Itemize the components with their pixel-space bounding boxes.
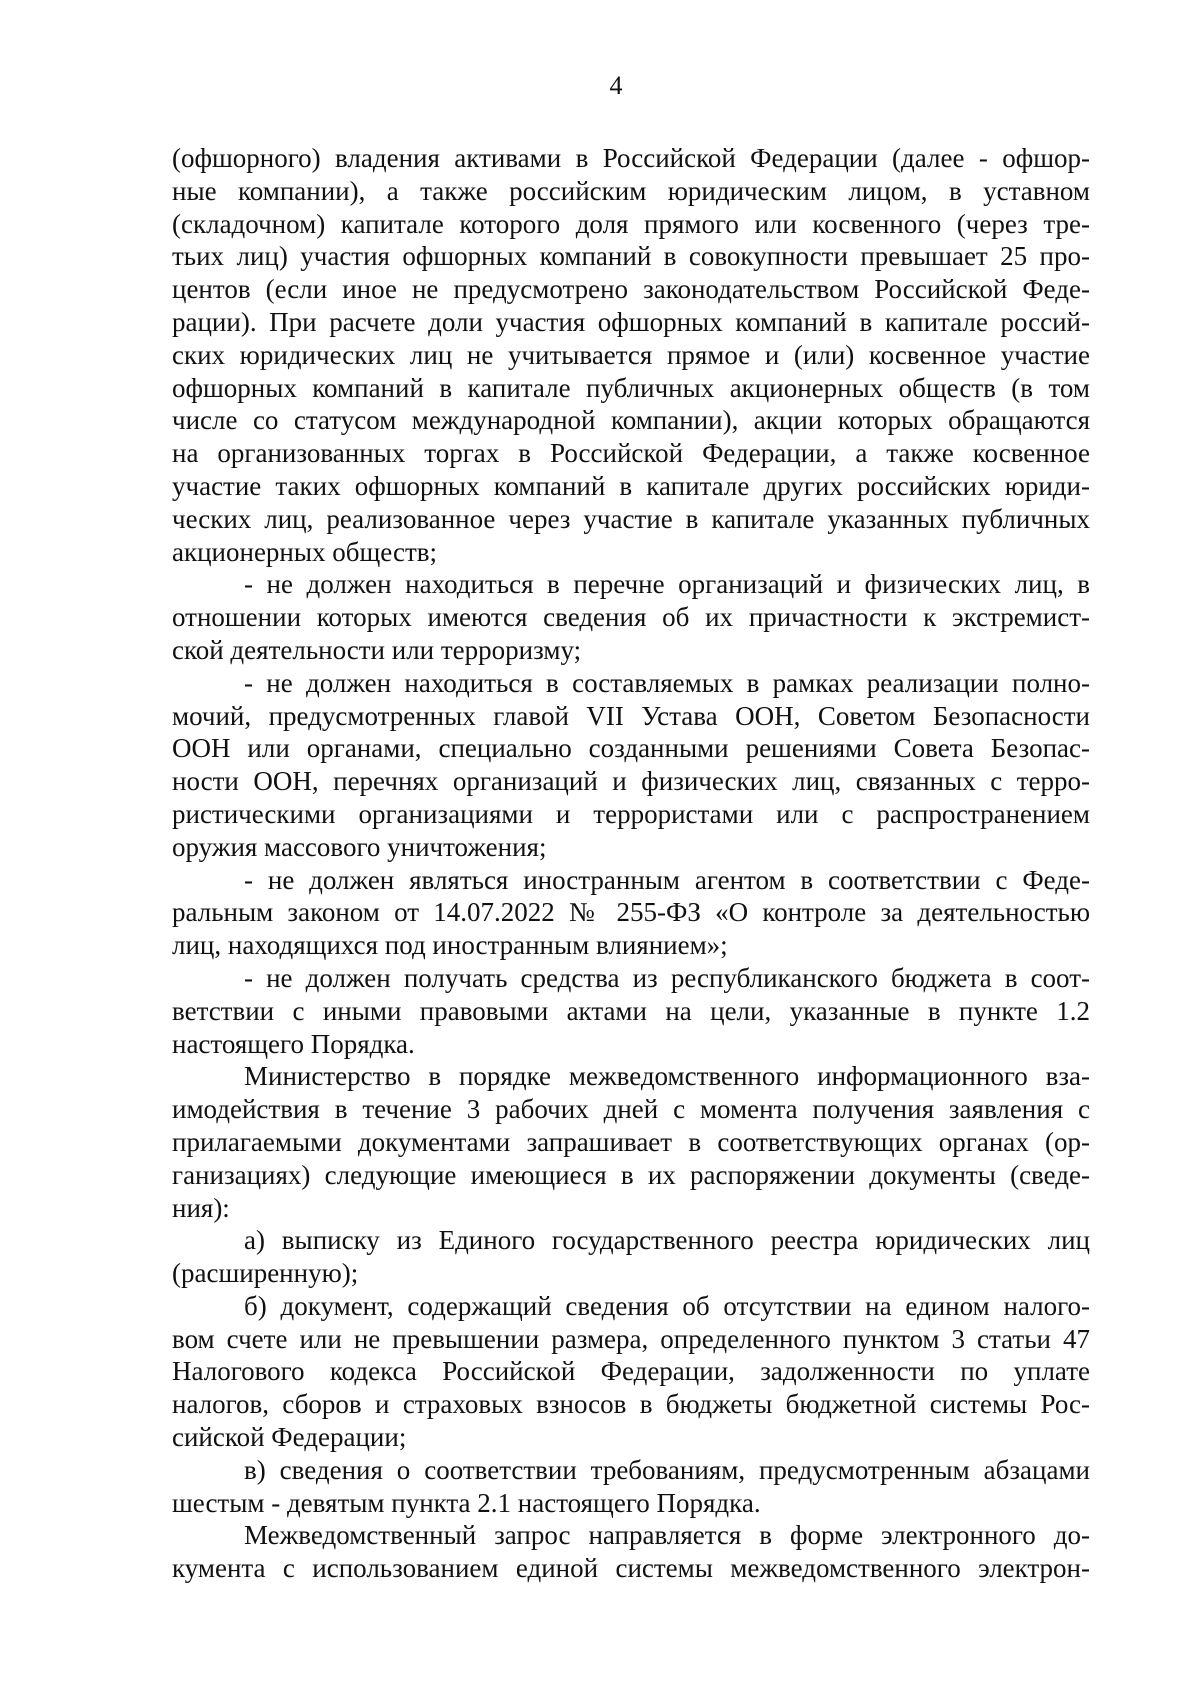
text-line: офшорных компаний в капитале публичных акционерных обществ (в том xyxy=(172,372,1090,403)
text-line: ООН или органами, специально созданными решениями Совета Безопас- xyxy=(172,733,1090,764)
paragraph xyxy=(172,568,1090,666)
text-line: центов (если иное не предусмотрено законодательством Российской Феде- xyxy=(172,274,1090,305)
text-line: мочий, предусмотренных главой VII Устава ООН, Советом Безопасности xyxy=(172,700,1090,731)
text-line: отношении которых имеются сведения об их причастности к экстремист- xyxy=(172,602,1090,633)
text-line: Министерство в порядке межведомственного информационного вза- xyxy=(244,1061,1090,1092)
paragraph xyxy=(172,962,1090,1060)
text-line: (складочном) капитале которого доля прямого или косвенного (через тре- xyxy=(172,208,1090,239)
text-line: рации). При расчете доли участия офшорных компаний в капитале россий- xyxy=(172,306,1090,337)
text-line: налогов, сборов и страховых взносов в бюджеты бюджетной системы Рос- xyxy=(172,1389,1090,1420)
text-line: тьих лиц) участия офшорных компаний в совокупности превышает 25 про- xyxy=(172,241,1090,272)
text-line: ные компании), а также российским юридическим лицом, в уставном xyxy=(172,175,1090,206)
text-line: вом счете или не превышении размера, определенного пунктом 3 статьи 47 xyxy=(172,1323,1090,1354)
text-line: на организованных торгах в Российской Федерации, а также косвенное xyxy=(172,438,1090,469)
text-line: имодействия в течение 3 рабочих дней с момента получения заявления с xyxy=(172,1094,1090,1125)
text-line: ганизациях) следующие имеющиеся в их распоряжении документы (сведе- xyxy=(172,1159,1090,1190)
text-line: а) выписку из Единого государственного реестра юридических лиц xyxy=(244,1225,1090,1256)
text-line: ветствии с иными правовыми актами на цели, указанные в пункте 1.2 xyxy=(172,995,1090,1026)
paragraph xyxy=(172,667,1090,864)
text-line: оружия массового уничтожения; xyxy=(172,831,547,862)
text-line: кумента с использованием единой системы межведомственного электрон- xyxy=(172,1553,1090,1584)
text-line: б) документ, содержащий сведения об отсутствии на едином налого- xyxy=(244,1290,1090,1321)
text-line: - не должен получать средства из республиканского бюджета в соот- xyxy=(244,962,1090,993)
text-line: лиц, находящихся под иностранным влиянием»; xyxy=(172,930,728,961)
page-number: 4 xyxy=(609,71,623,100)
paragraph xyxy=(172,1060,1090,1224)
text-line: - не должен находиться в перечне организаций и физических лиц, в xyxy=(244,569,1090,600)
paragraph xyxy=(172,1454,1090,1520)
text-line: настоящего Порядка. xyxy=(172,1028,415,1059)
paragraph xyxy=(172,1290,1090,1454)
text-line: ния): xyxy=(172,1192,230,1223)
text-line: - не должен являться иностранным агентом в соответствии с Феде- xyxy=(244,864,1090,895)
text-line: ческих лиц, реализованное через участие в капитале указанных публичных xyxy=(172,503,1090,534)
text-line: в) сведения о соответствии требованиям, предусмотренным абзацами xyxy=(244,1454,1090,1485)
text-line: Налогового кодекса Российской Федерации, задолженности по уплате xyxy=(172,1356,1090,1387)
text-line: числе со статусом международной компании), акции которых обращаются xyxy=(172,405,1090,436)
document-body xyxy=(172,142,1090,1585)
text-line: ской деятельности или терроризму; xyxy=(172,634,582,665)
text-line: ности ООН, перечнях организаций и физических лиц, связанных с терро- xyxy=(172,766,1090,797)
text-line: (расширенную); xyxy=(172,1258,359,1289)
text-line: Межведомственный запрос направляется в форме электронного до- xyxy=(244,1520,1090,1551)
text-line: ских юридических лиц не учитывается прямое и (или) косвенное участие xyxy=(172,339,1090,370)
paragraph xyxy=(172,1224,1090,1290)
text-line: шестым - девятым пункта 2.1 настоящего Порядка. xyxy=(172,1487,761,1518)
text-line: сийской Федерации; xyxy=(172,1422,407,1453)
text-line: участие таких офшорных компаний в капитале других российских юриди- xyxy=(172,470,1090,501)
text-line: - не должен находиться в составляемых в рамках реализации полно- xyxy=(244,667,1090,698)
text-line: (офшорного) владения активами в Российской Федерации (далее - офшор- xyxy=(172,143,1090,173)
text-line: ристическими организациями и террористами или с распространением xyxy=(172,798,1090,829)
paragraph xyxy=(172,864,1090,962)
paragraph xyxy=(172,1519,1090,1585)
text-line: прилагаемыми документами запрашивает в соответствующих органах (ор- xyxy=(172,1126,1090,1157)
text-line: ральным законом от 14.07.2022 № 255-ФЗ «О контроле за деятельностью xyxy=(172,897,1090,928)
text-line: акционерных обществ; xyxy=(172,536,437,567)
paragraph xyxy=(172,142,1090,568)
